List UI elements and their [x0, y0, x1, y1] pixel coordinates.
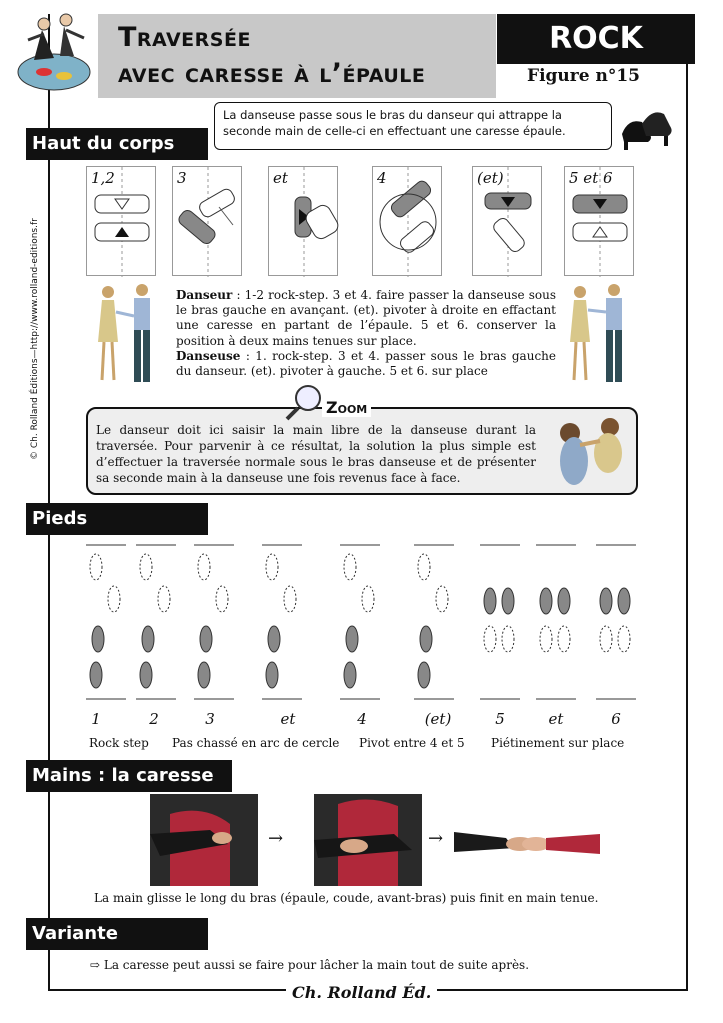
footprint	[540, 626, 552, 652]
footer-publisher: Ch. Rolland Éd.	[286, 983, 437, 1002]
figure-number: Figure n°15	[527, 66, 640, 86]
footprint-column	[596, 543, 644, 703]
zoom-title: Zoom	[322, 398, 371, 417]
hands-photo-3	[454, 818, 600, 868]
footprint	[558, 626, 570, 652]
step-diagram: 3	[172, 166, 242, 276]
section-haut-du-corps: Haut du corps	[26, 128, 208, 160]
hands-caption: La main glisse le long du bras (épaule, coude, avant-bras) puis finit en main tenue.	[94, 891, 599, 905]
footprint	[420, 626, 432, 652]
side-copyright: © Ch. Rolland Éditions—http://www.rolland-editions.fr	[30, 218, 40, 460]
magnifier-icon	[284, 382, 326, 422]
count-label: (et)	[424, 710, 452, 728]
section-mains: Mains : la caresse	[26, 760, 232, 792]
footprint	[436, 586, 448, 612]
feet-caption: Rock step	[89, 736, 149, 750]
feet-caption: Pivot entre 4 et 5	[359, 736, 465, 750]
danseuse-label: Danseuse	[176, 348, 241, 363]
footprint	[600, 626, 612, 652]
footprint	[266, 554, 278, 580]
footprint	[200, 626, 212, 652]
footprint	[108, 586, 120, 612]
arrow-icon: →	[268, 828, 284, 849]
shoes-icon	[618, 98, 674, 156]
hands-photo-1	[150, 794, 258, 886]
footprint-column	[480, 543, 528, 703]
footprint	[216, 586, 228, 612]
variante-text: ⇨ La caresse peut aussi se faire pour lâcher la main tout de suite après.	[90, 958, 530, 972]
footprint	[268, 626, 280, 652]
hands-photo-2	[314, 794, 422, 886]
footprint-column	[340, 543, 388, 703]
footprint	[344, 662, 356, 688]
footprint	[346, 626, 358, 652]
danseuse-text: : 1. rock-step. 3 et 4. passer sous le bras gauche du danseur. (et). pivoter à gauche. 5 et 6. sur place	[176, 348, 556, 379]
footprint	[418, 554, 430, 580]
footprint	[502, 588, 514, 614]
feet-caption: Pas chassé en arc de cercle	[172, 736, 340, 750]
footprint-column	[136, 543, 184, 703]
feet-caption: Piétinement sur place	[491, 736, 625, 750]
count-label: 4	[357, 710, 367, 728]
count-label: 3	[205, 710, 215, 728]
footprint	[618, 588, 630, 614]
count-label: et	[548, 710, 564, 728]
count-label: 6	[611, 710, 621, 728]
count-label: 1	[91, 710, 101, 728]
section-variante: Variante	[26, 918, 208, 950]
count-label: et	[280, 710, 296, 728]
footprint	[140, 554, 152, 580]
footprint	[198, 662, 210, 688]
footprint-column	[262, 543, 310, 703]
title-line-2: avec caresse à l’épaule	[118, 58, 426, 89]
danseur-text: : 1-2 rock-step. 3 et 4. faire passer la danseuse sous le bras gauche en avançant. (et). pivoter à droite en effactant une caresse en partant de l’épaule. 5 et 6. conserver la position à deux mains tenues sur place.	[176, 288, 556, 348]
footprint	[158, 586, 170, 612]
danseur-label: Danseur	[176, 288, 233, 302]
footprint	[484, 626, 496, 652]
footprint	[540, 588, 552, 614]
footprint	[198, 554, 210, 580]
section-pieds: Pieds	[26, 503, 208, 535]
step-diagram: 5 et 6	[564, 166, 634, 276]
footprint-column	[536, 543, 584, 703]
arrow-icon: →	[428, 828, 444, 849]
dancers-logo-icon	[14, 10, 94, 96]
footprint	[418, 662, 430, 688]
footprint	[558, 588, 570, 614]
step-description	[176, 288, 556, 379]
footprint	[618, 626, 630, 652]
couple-figure-right	[566, 282, 632, 386]
footprint	[284, 586, 296, 612]
count-label: 2	[149, 710, 159, 728]
count-label: 5	[495, 710, 505, 728]
zoom-text: Le danseur doit ici saisir la main libre de la danseuse durant la traversée. Pour parvenir à ce résultat, la solution la plus simple est d’effectuer la traversée normale sous le bras danseuse et de présenter sa seconde main à la danseuse une fois revenus face à face.	[96, 423, 536, 485]
step-diagram: 4	[372, 166, 442, 276]
zoom-couple-image	[544, 409, 636, 493]
footprint	[140, 662, 152, 688]
footprint	[600, 588, 612, 614]
step-diagram: (et)	[472, 166, 542, 276]
footprint	[266, 662, 278, 688]
step-diagram: et	[268, 166, 338, 276]
footprint	[90, 554, 102, 580]
footprint	[90, 662, 102, 688]
footprint	[362, 586, 374, 612]
title-box	[98, 14, 496, 98]
category-badge: ROCK	[497, 14, 695, 64]
intro-box: La danseuse passe sous le bras du danseur qui attrappe la seconde main de celle-ci en effectuant une caresse épaule.	[214, 102, 612, 150]
footprint	[92, 626, 104, 652]
footprint	[502, 626, 514, 652]
footprint-column	[194, 543, 242, 703]
footprint-column	[414, 543, 462, 703]
footprint	[344, 554, 356, 580]
couple-figure-left	[94, 282, 160, 386]
footprint	[484, 588, 496, 614]
title-line-1: Traversée	[118, 22, 251, 53]
footprint	[142, 626, 154, 652]
footprint-column	[86, 543, 134, 703]
step-diagram: 1,2	[86, 166, 156, 276]
